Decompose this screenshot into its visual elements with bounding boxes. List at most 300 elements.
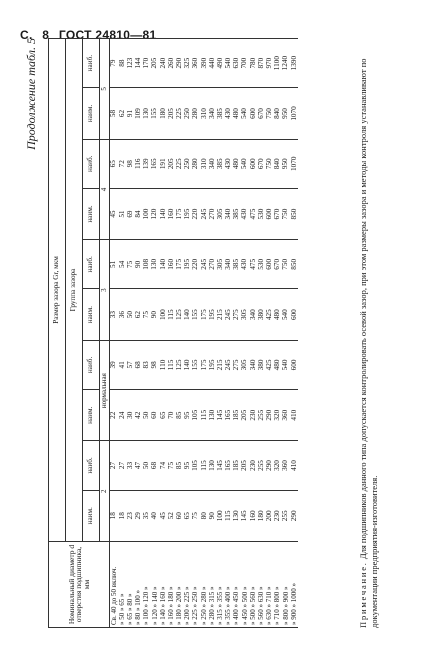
value-cell: 69 [126,188,134,239]
value-cell: 60 [151,390,159,441]
value-cell: 110 [159,340,167,389]
value-cell: 390 [200,39,208,88]
value-cell: 310 [200,88,208,139]
value-cell: 45 [110,188,119,239]
group-header: Группа зазора [66,39,83,542]
size-header: Размер зазора Gr, мкм [49,39,66,542]
diameter-cell: » 355 » 400 » [225,542,233,628]
value-cell: 195 [208,289,216,340]
page-letter: С. [20,28,33,42]
table-note [358,38,381,628]
max-header: наиб. [83,39,100,88]
value-cell: 340 [249,289,257,340]
value-cell: 220 [192,240,200,289]
value-cell: 75 [126,240,134,289]
group-5: 5 [100,39,110,140]
min-header: наим. [83,188,100,239]
value-cell: 130 [208,390,216,441]
value-cell: 600 [290,340,298,389]
value-cell: 195 [184,240,192,289]
group-normal: нормальная [100,340,110,441]
table-row [216,39,224,628]
table-row [159,39,167,628]
value-cell: 191 [159,139,167,188]
value-cell: 385 [233,188,241,239]
value-cell: 205 [241,390,249,441]
value-cell: 230 [274,490,282,541]
clearance-table [48,38,298,628]
value-cell: 305 [216,240,224,289]
value-cell: 45 [159,490,167,541]
value-cell: 130 [143,88,151,139]
value-cell: 195 [184,188,192,239]
value-cell: 280 [192,88,200,139]
value-cell: 145 [241,490,249,541]
value-cell: 425 [266,340,274,389]
value-cell: 340 [225,240,233,289]
value-cell: 1240 [282,39,290,88]
value-cell: 108 [143,240,151,289]
page-number: 8 [42,28,50,42]
table-row [192,39,200,628]
value-cell: 205 [151,39,159,88]
value-cell: 155 [192,289,200,340]
value-cell: 39 [110,340,119,389]
value-cell: 105 [192,390,200,441]
value-cell: 35 [143,490,151,541]
value-cell: 140 [159,240,167,289]
value-cell: 385 [216,139,224,188]
value-cell: 490 [216,39,224,88]
value-cell: 280 [192,139,200,188]
value-cell: 75 [167,441,175,490]
value-cell: 250 [184,139,192,188]
group-3: 3 [100,240,110,341]
value-cell: 98 [126,139,134,188]
value-cell: 475 [249,240,257,289]
value-cell: 225 [176,88,184,139]
value-cell: 340 [208,88,216,139]
value-cell: 54 [118,240,126,289]
value-cell: 41 [118,340,126,389]
value-cell: 84 [135,188,143,239]
value-cell: 305 [216,188,224,239]
diameter-cell: » 710 » 800 » [274,542,282,628]
value-cell: 540 [225,39,233,88]
table-row [225,39,233,628]
table-row [208,39,216,628]
value-cell: 480 [233,139,241,188]
diameter-cell: » 80 » 100 » [135,542,143,628]
value-cell: 540 [241,139,249,188]
note-label: Примечание. [358,561,368,628]
value-cell: 75 [143,289,151,340]
value-cell: 440 [208,39,216,88]
value-cell: 840 [274,139,282,188]
diameter-cell: » 120 » 140 » [151,542,159,628]
value-cell: 123 [126,39,134,88]
value-cell: 75 [192,490,200,541]
value-cell: 850 [290,188,298,239]
value-cell: 115 [225,490,233,541]
value-cell: 380 [257,340,265,389]
diameter-cell: » 250 » 280 » [200,542,208,628]
value-cell: 36 [118,289,126,340]
value-cell: 540 [241,88,249,139]
value-cell: 79 [110,39,119,88]
value-cell: 51 [118,188,126,239]
value-cell: 33 [126,441,134,490]
value-cell: 270 [208,188,216,239]
value-cell: 100 [216,490,224,541]
min-header: наим. [83,88,100,139]
value-cell: 120 [151,188,159,239]
value-cell: 970 [266,39,274,88]
value-cell: 23 [126,490,134,541]
min-header: наим. [83,390,100,441]
value-cell: 185 [233,441,241,490]
value-cell: 91 [126,88,134,139]
value-cell: 109 [135,88,143,139]
min-header: наим. [83,490,100,541]
value-cell: 72 [118,139,126,188]
value-cell: 320 [274,441,282,490]
table-row [167,39,175,628]
value-cell: 175 [200,289,208,340]
value-cell: 270 [208,240,216,289]
value-cell: 670 [274,188,282,239]
value-cell: 205 [167,139,175,188]
table-continuation-label: Продолжение табл. 5 [24,38,38,150]
diameter-cell: » 65 » 80 » [126,542,134,628]
value-cell: 140 [184,289,192,340]
value-cell: 215 [216,340,224,389]
value-cell: 160 [249,490,257,541]
note-text: Для подшипников данного типа допускается контролировать осевой зазор, при этом размеры зазора и методы контроля устанавливают по документации предприятия-изготовителя. [358,58,380,628]
value-cell: 750 [282,188,290,239]
value-cell: 750 [266,88,274,139]
value-cell: 160 [167,240,175,289]
value-cell: 155 [151,88,159,139]
value-cell: 700 [241,39,249,88]
value-cell: 600 [249,139,257,188]
value-cell: 430 [241,240,249,289]
diameter-cell: » 630 » 710 » [266,542,274,628]
value-cell: 195 [208,340,216,389]
table-row [266,39,274,628]
value-cell: 430 [225,88,233,139]
value-cell: 22 [110,390,119,441]
diameter-cell: » 500 » 560 » [249,542,257,628]
value-cell: 165 [225,441,233,490]
table-row [249,39,257,628]
diameter-cell: » 140 » 160 » [159,542,167,628]
value-cell: 340 [208,139,216,188]
table-row [233,39,241,628]
diameter-cell: » 225 » 250 » [192,542,200,628]
max-header: наиб. [83,139,100,188]
value-cell: 47 [135,441,143,490]
diameter-cell: » 280 » 315 » [208,542,216,628]
value-cell: 100 [143,188,151,239]
value-cell: 65 [110,139,119,188]
rotated-table-block [24,38,422,628]
diameter-cell: » 400 » 450 » [233,542,241,628]
value-cell: 255 [257,390,265,441]
value-cell: 145 [216,441,224,490]
value-cell: 83 [143,340,151,389]
value-cell: 98 [151,340,159,389]
value-cell: 1390 [290,39,298,88]
value-cell: 160 [167,188,175,239]
value-cell: 80 [200,490,208,541]
diameter-cell: » 560 » 630 » [257,542,265,628]
table-row [151,39,159,628]
value-cell: 90 [151,289,159,340]
value-cell: 33 [110,289,119,340]
value-cell: 24 [118,390,126,441]
value-cell: 240 [159,39,167,88]
value-cell: 230 [249,441,257,490]
value-cell: 125 [176,340,184,389]
value-cell: 180 [159,88,167,139]
value-cell: 115 [200,441,208,490]
table-row [257,39,265,628]
value-cell: 90 [135,240,143,289]
value-cell: 145 [216,390,224,441]
value-cell: 42 [135,390,143,441]
value-cell: 130 [208,441,216,490]
value-cell: 840 [274,88,282,139]
diameter-cell: » 800 » 900 » [282,542,290,628]
value-cell: 1070 [290,88,298,139]
value-cell: 425 [266,289,274,340]
max-header: наиб. [83,240,100,289]
value-cell: 530 [257,188,265,239]
value-cell: 205 [167,88,175,139]
value-cell: 125 [176,289,184,340]
value-cell: 50 [143,390,151,441]
value-cell: 360 [282,390,290,441]
diameter-cell: » 900 » 1000 » [290,542,298,628]
value-cell: 85 [176,441,184,490]
diameter-cell: » 50 » 65 » [118,542,126,628]
value-cell: 27 [110,441,119,490]
value-cell: 220 [192,188,200,239]
value-cell: 305 [241,289,249,340]
value-cell: 18 [118,490,126,541]
table-row [184,39,192,628]
value-cell: 18 [110,490,119,541]
table-row [135,39,143,628]
diameter-cell: » 100 » 120 » [143,542,151,628]
value-cell: 340 [249,340,257,389]
value-cell: 290 [266,390,274,441]
value-cell: 70 [167,390,175,441]
table-row [274,39,282,628]
value-cell: 165 [225,390,233,441]
value-cell: 95 [184,441,192,490]
value-cell: 480 [274,289,282,340]
diameter-header: Номинальный диаметр d отверстия подшипника, мм [49,542,110,628]
value-cell: 115 [167,289,175,340]
value-cell: 60 [176,490,184,541]
value-cell: 950 [282,88,290,139]
value-cell: 51 [110,240,119,289]
value-cell: 870 [257,39,265,88]
value-cell: 215 [216,289,224,340]
value-cell: 385 [216,88,224,139]
table-row [200,39,208,628]
value-cell: 115 [200,390,208,441]
value-cell: 180 [257,490,265,541]
value-cell: 290 [266,441,274,490]
value-cell: 540 [282,289,290,340]
table-row [118,39,126,628]
value-cell: 290 [176,39,184,88]
value-cell: 245 [200,188,208,239]
value-cell: 200 [266,490,274,541]
value-cell: 65 [184,490,192,541]
value-cell: 52 [167,490,175,541]
value-cell: 175 [176,188,184,239]
value-cell: 88 [118,39,126,88]
value-cell: 85 [176,390,184,441]
value-cell: 380 [257,289,265,340]
value-cell: 260 [167,39,175,88]
table-row [282,39,290,628]
diameter-cell: » 450 » 500 » [241,542,249,628]
value-cell: 600 [290,289,298,340]
value-cell: 475 [249,188,257,239]
value-cell: 360 [192,39,200,88]
value-cell: 144 [135,39,143,88]
value-cell: 410 [290,441,298,490]
value-cell: 480 [274,340,282,389]
table-row [110,39,119,628]
value-cell: 170 [143,39,151,88]
max-header: наиб. [83,340,100,389]
value-cell: 155 [192,340,200,389]
value-cell: 750 [266,139,274,188]
diameter-cell: » 315 » 355 » [216,542,224,628]
value-cell: 140 [184,340,192,389]
diameter-cell: » 160 » 180 » [167,542,175,628]
value-cell: 600 [249,88,257,139]
value-cell: 90 [208,490,216,541]
value-cell: 290 [290,490,298,541]
group-2: 2 [100,441,110,542]
value-cell: 130 [233,490,241,541]
value-cell: 62 [135,289,143,340]
diameter-cell: Св. 40 до 50 включ. [110,542,119,628]
value-cell: 205 [241,441,249,490]
diameter-cell: » 180 » 200 » [176,542,184,628]
value-cell: 600 [266,240,274,289]
value-cell: 29 [135,490,143,541]
value-cell: 40 [151,490,159,541]
value-cell: 245 [225,289,233,340]
value-cell: 480 [233,88,241,139]
value-cell: 245 [225,340,233,389]
value-cell: 230 [249,390,257,441]
value-cell: 275 [233,289,241,340]
value-cell: 750 [282,240,290,289]
group-4: 4 [100,139,110,240]
value-cell: 27 [118,441,126,490]
value-cell: 68 [135,340,143,389]
table-row [290,39,298,628]
value-cell: 62 [118,88,126,139]
value-cell: 255 [282,490,290,541]
value-cell: 74 [159,441,167,490]
value-cell: 1100 [274,39,282,88]
value-cell: 30 [126,390,134,441]
value-cell: 670 [274,240,282,289]
value-cell: 95 [184,390,192,441]
value-cell: 360 [282,441,290,490]
value-cell: 410 [290,390,298,441]
min-header: наим. [83,289,100,340]
value-cell: 58 [110,88,119,139]
value-cell: 130 [151,240,159,289]
value-cell: 115 [167,340,175,389]
value-cell: 630 [233,39,241,88]
value-cell: 780 [249,39,257,88]
value-cell: 530 [257,240,265,289]
value-cell: 325 [184,39,192,88]
value-cell: 430 [225,139,233,188]
value-cell: 305 [241,340,249,389]
max-header: наиб. [83,441,100,490]
value-cell: 320 [274,390,282,441]
value-cell: 540 [282,340,290,389]
value-cell: 105 [192,441,200,490]
value-cell: 385 [233,240,241,289]
table-row [176,39,184,628]
diameter-cell: » 200 » 225 » [184,542,192,628]
table-row [143,39,151,628]
value-cell: 275 [233,340,241,389]
value-cell: 255 [257,441,265,490]
value-cell: 57 [126,340,134,389]
value-cell: 139 [143,139,151,188]
value-cell: 670 [257,88,265,139]
value-cell: 245 [200,240,208,289]
value-cell: 175 [200,340,208,389]
value-cell: 670 [257,139,265,188]
value-cell: 1070 [290,139,298,188]
value-cell: 185 [233,390,241,441]
value-cell: 250 [184,88,192,139]
value-cell: 50 [143,441,151,490]
value-cell: 225 [176,139,184,188]
value-cell: 68 [151,441,159,490]
value-cell: 65 [159,390,167,441]
table-row [126,39,134,628]
value-cell: 310 [200,139,208,188]
value-cell: 50 [126,289,134,340]
value-cell: 850 [290,240,298,289]
value-cell: 175 [176,240,184,289]
value-cell: 950 [282,139,290,188]
value-cell: 140 [159,188,167,239]
table-row [241,39,249,628]
value-cell: 430 [241,188,249,239]
value-cell: 340 [225,188,233,239]
value-cell: 165 [151,139,159,188]
value-cell: 100 [159,289,167,340]
